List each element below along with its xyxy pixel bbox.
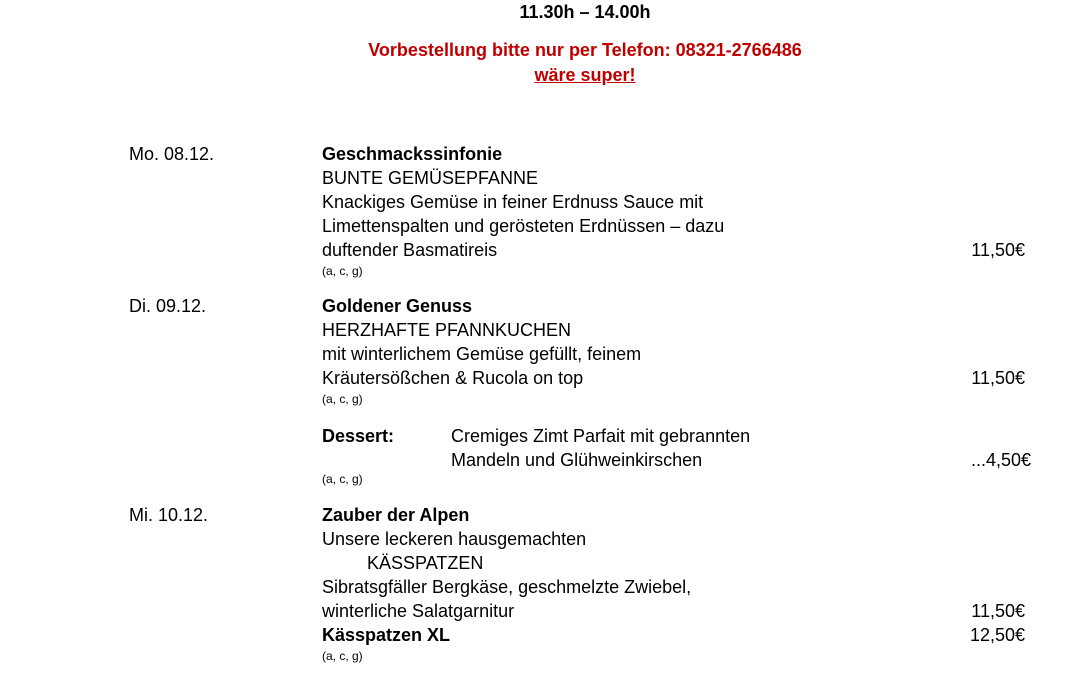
allergens: (a, c, g) xyxy=(322,392,363,406)
dish-price: 11,50€ xyxy=(971,601,1025,621)
preorder-notice: Vorbestellung bitte nur per Telefon: 08321-2766486 xyxy=(368,40,802,60)
opening-hours: 11.30h – 14.00h xyxy=(519,2,651,22)
dish-description-line: mit winterlichem Gemüse gefüllt, feinem xyxy=(322,344,642,364)
dish-description-line: Sibratsgfäller Bergkäse, geschmelzte Zwiebel, xyxy=(322,577,692,597)
dish-name: KÄSSPATZEN xyxy=(367,553,484,573)
dish-description-line: winterliche Salatgarnitur xyxy=(322,601,515,621)
dish-price: 11,50€ xyxy=(971,368,1025,388)
dish-description-line: Limettenspalten und gerösteten Erdnüssen – dazu xyxy=(322,216,725,236)
dessert-label: Dessert: xyxy=(322,426,395,446)
dessert-description-line: Mandeln und Glühweinkirschen xyxy=(451,450,703,470)
dessert-description-line: Cremiges Zimt Parfait mit gebrannten xyxy=(451,426,751,446)
dish-description-line: duftender Basmatireis xyxy=(322,240,498,260)
dessert-price: ...4,50€ xyxy=(970,450,1031,470)
dish-title: Goldener Genuss xyxy=(322,296,473,316)
allergens: (a, c, g) xyxy=(322,649,363,663)
day-date-monday: Mo. 08.12. xyxy=(129,144,215,164)
allergens: (a, c, g) xyxy=(322,264,363,278)
day-date-tuesday: Di. 09.12. xyxy=(129,296,207,316)
dish-title: Geschmackssinfonie xyxy=(322,144,503,164)
dish-description-line: Knackiges Gemüse in feiner Erdnuss Sauce mit xyxy=(322,192,704,212)
dish-description-line: Kräutersößchen & Rucola on top xyxy=(322,368,584,388)
dish-name: BUNTE GEMÜSEPFANNE xyxy=(322,168,539,188)
dish-title: Zauber der Alpen xyxy=(322,505,470,525)
allergens: (a, c, g) xyxy=(322,472,363,486)
dish-name: HERZHAFTE PFANNKUCHEN xyxy=(322,320,572,340)
dish-price: 11,50€ xyxy=(971,240,1025,260)
extra-dish-label: Kässpatzen XL xyxy=(322,625,451,645)
day-date-wednesday: Mi. 10.12. xyxy=(129,505,209,525)
preorder-notice-emphasis: wäre super! xyxy=(534,65,636,85)
dish-intro: Unsere leckeren hausgemachten xyxy=(322,529,587,549)
extra-dish-price: 12,50€ xyxy=(969,625,1025,645)
